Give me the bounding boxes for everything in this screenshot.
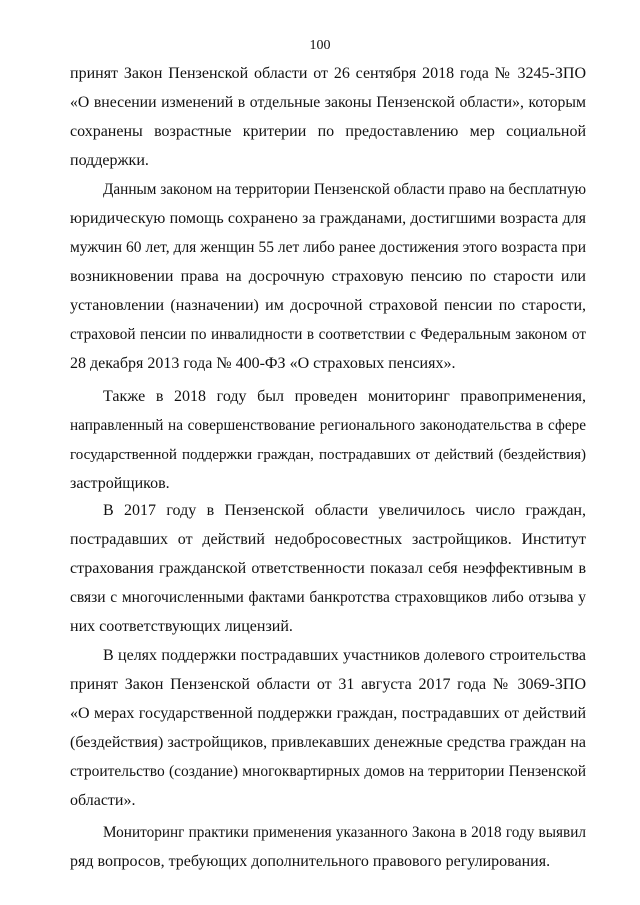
text-line: Мониторинг практики применения указанного Закона в 2018 году выявил bbox=[103, 824, 586, 841]
text-line: юридическую помощь сохранено за гражданами, достигшими возраста для bbox=[70, 210, 586, 227]
text-line: застройщиков. bbox=[70, 475, 170, 492]
text-line: «О мерах государственной поддержки граждан, пострадавших от действий bbox=[70, 705, 586, 722]
text-line: Также в 2018 году был проведен мониторинг правоприменения, bbox=[103, 388, 586, 405]
text-line: возникновении права на досрочную страховую пенсию по старости или bbox=[70, 268, 586, 285]
text-line: них соответствующих лицензий. bbox=[70, 618, 293, 635]
text-line: направленный на совершенствование регионального законодательства в сфере bbox=[70, 417, 586, 434]
text-line: принят Закон Пензенской области от 31 августа 2017 года № 3069-ЗПО bbox=[70, 676, 586, 693]
text-line: сохранены возрастные критерии по предоставлению мер социальной bbox=[70, 123, 586, 140]
text-line: принят Закон Пензенской области от 26 сентября 2018 года № 3245-ЗПО bbox=[70, 65, 586, 82]
text-line: (бездействия) застройщиков, привлекавших денежные средства граждан на bbox=[70, 734, 586, 751]
text-line: области». bbox=[70, 792, 136, 809]
text-line: строительство (создание) многоквартирных домов на территории Пензенской bbox=[70, 763, 586, 780]
page-number: 100 bbox=[309, 38, 331, 53]
text-line: В целях поддержки пострадавших участников долевого строительства bbox=[103, 647, 586, 664]
text-line: Данным законом на территории Пензенской области право на бесплатную bbox=[103, 181, 586, 198]
text-line: государственной поддержки граждан, пострадавших от действий (бездействия) bbox=[70, 447, 586, 463]
text-line: страхования гражданской ответственности показал себя неэффективным в bbox=[70, 560, 586, 577]
text-line: «О внесении изменений в отдельные законы Пензенской области», которым bbox=[70, 94, 586, 111]
text-line: установлении (назначении) им досрочной страховой пенсии по старости, bbox=[70, 297, 586, 314]
text-line: поддержки. bbox=[70, 152, 149, 169]
text-line: мужчин 60 лет, для женщин 55 лет либо ранее достижения этого возраста при bbox=[70, 239, 586, 256]
text-line: страховой пенсии по инвалидности в соответствии с Федеральным законом от bbox=[70, 326, 586, 343]
text-line: В 2017 году в Пензенской области увеличилось число граждан, bbox=[103, 502, 586, 519]
text-line: ряд вопросов, требующих дополнительного правового регулирования. bbox=[70, 853, 551, 870]
text-line: 28 декабря 2013 года № 400-ФЗ «О страховых пенсиях». bbox=[70, 355, 456, 372]
text-line: пострадавших от действий недобросовестных застройщиков. Институт bbox=[70, 531, 586, 548]
text-line: связи с многочисленными фактами банкротства страховщиков либо отзыва у bbox=[70, 589, 586, 606]
